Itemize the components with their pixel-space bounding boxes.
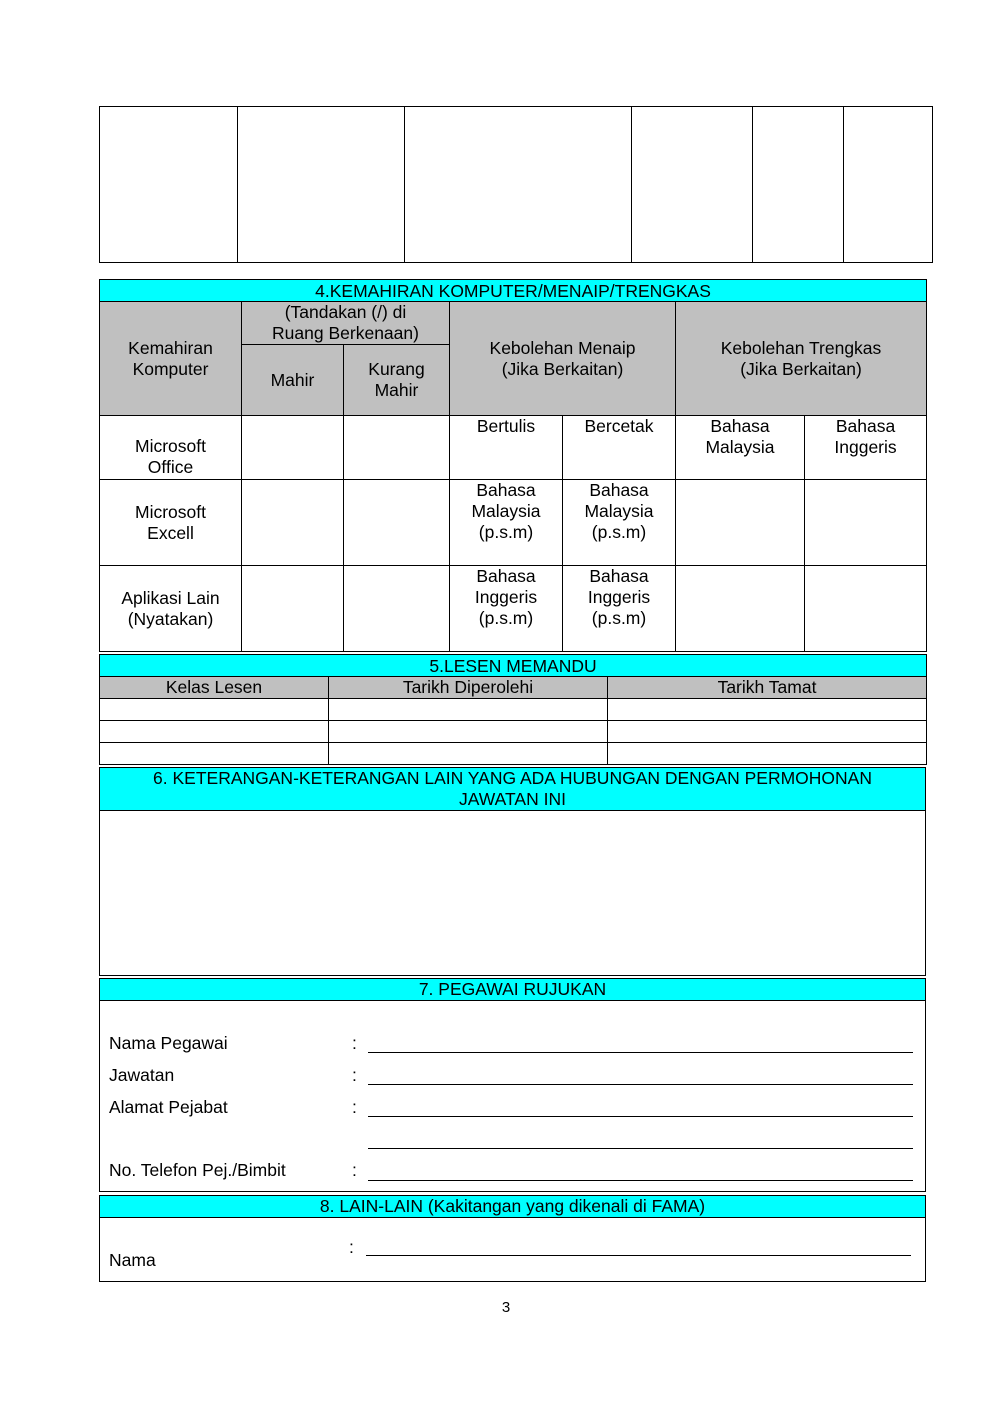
expiry-date-cell[interactable] [608,721,927,743]
kurang-mahir-checkbox-cell[interactable] [344,566,450,652]
section-6-title: 6. KETERANGAN-KETERANGAN LAIN YANG ADA HUBUNGAN DENGAN PERMOHONAN JAWATAN INI [100,768,926,811]
shorthand-input-cell[interactable] [805,566,927,652]
date-obtained-cell[interactable] [329,721,608,743]
staff-name-input[interactable] [366,1255,911,1256]
shorthand-option: Bahasa Inggeris [805,416,927,480]
field-label-position: Jawatan [109,1065,175,1085]
page-number: 3 [501,1299,511,1316]
header-computer-skill [100,302,242,416]
typing-option: Bertulis [450,416,563,480]
reference-officer-box [99,1000,926,1192]
shorthand-option: Bahasa Malaysia [676,416,805,480]
section-7-title: 7. PEGAWAI RUJUKAN [99,978,926,1001]
skill-label: Microsoft Office [100,416,242,480]
header-computer-skill-label: Kemahiran Komputer [128,337,213,379]
skill-label: Aplikasi Lain (Nyatakan) [100,566,242,652]
date-obtained-cell[interactable] [329,699,608,721]
other-remarks-table [99,767,926,976]
empty-cell[interactable] [844,107,933,263]
typing-option: Bahasa Malaysia (p.s.m) [563,480,676,566]
driving-license-table [99,654,927,765]
empty-cell[interactable] [753,107,844,263]
colon: : [352,1160,357,1180]
officer-name-input[interactable] [368,1052,913,1053]
header-date-obtained: Tarikh Diperolehi [329,677,608,699]
empty-cell[interactable] [405,107,632,263]
mahir-checkbox-cell[interactable] [242,480,344,566]
license-class-cell[interactable] [100,699,329,721]
section-5-title: 5.LESEN MEMANDU [100,655,927,677]
shorthand-input-cell[interactable] [805,480,927,566]
typing-option: Bahasa Malaysia (p.s.m) [450,480,563,566]
empty-cell[interactable] [632,107,753,263]
kurang-mahir-checkbox-cell[interactable] [344,416,450,480]
header-shorthand: Kebolehan Trengkas (Jika Berkaitan) [676,302,927,416]
header-expiry-date: Tarikh Tamat [608,677,927,699]
header-mark-instruction: (Tandakan (/) di Ruang Berkenaan) [242,302,450,345]
header-mahir: Mahir [242,345,344,416]
date-obtained-cell[interactable] [329,743,608,765]
office-address-input-line-2[interactable] [368,1148,913,1149]
empty-cell[interactable] [100,107,238,263]
mahir-checkbox-cell[interactable] [242,416,344,480]
remarks-text-area[interactable] [100,811,926,976]
typing-option: Bercetak [563,416,676,480]
header-kurang-mahir: Kurang Mahir [344,345,450,416]
computer-skills-table [99,279,927,652]
colon: : [352,1097,357,1117]
shorthand-input-cell[interactable] [676,480,805,566]
phone-input[interactable] [368,1180,913,1181]
previous-section-table [99,106,933,263]
colon: : [352,1033,357,1053]
colon: : [349,1237,354,1257]
expiry-date-cell[interactable] [608,743,927,765]
known-staff-box [99,1217,926,1282]
skill-label: Microsoft Excell [100,480,242,566]
header-license-class: Kelas Lesen [100,677,329,699]
typing-option: Bahasa Inggeris (p.s.m) [450,566,563,652]
field-label-phone: No. Telefon Pej./Bimbit [109,1160,286,1180]
empty-cell[interactable] [238,107,405,263]
license-class-cell[interactable] [100,743,329,765]
header-typing: Kebolehan Menaip (Jika Berkaitan) [450,302,676,416]
mahir-checkbox-cell[interactable] [242,566,344,652]
colon: : [352,1065,357,1085]
section-4-title: 4.KEMAHIRAN KOMPUTER/MENAIP/TRENGKAS [100,280,927,302]
shorthand-input-cell[interactable] [676,566,805,652]
field-label-office-address: Alamat Pejabat [109,1097,228,1117]
office-address-input[interactable] [368,1116,913,1117]
kurang-mahir-checkbox-cell[interactable] [344,480,450,566]
field-label-officer-name: Nama Pegawai [109,1033,228,1053]
typing-option: Bahasa Inggeris (p.s.m) [563,566,676,652]
field-label-name: Nama [109,1250,156,1270]
expiry-date-cell[interactable] [608,699,927,721]
section-8-title: 8. LAIN-LAIN (Kakitangan yang dikenali di FAMA) [99,1195,926,1218]
license-class-cell[interactable] [100,721,329,743]
position-input[interactable] [368,1084,913,1085]
